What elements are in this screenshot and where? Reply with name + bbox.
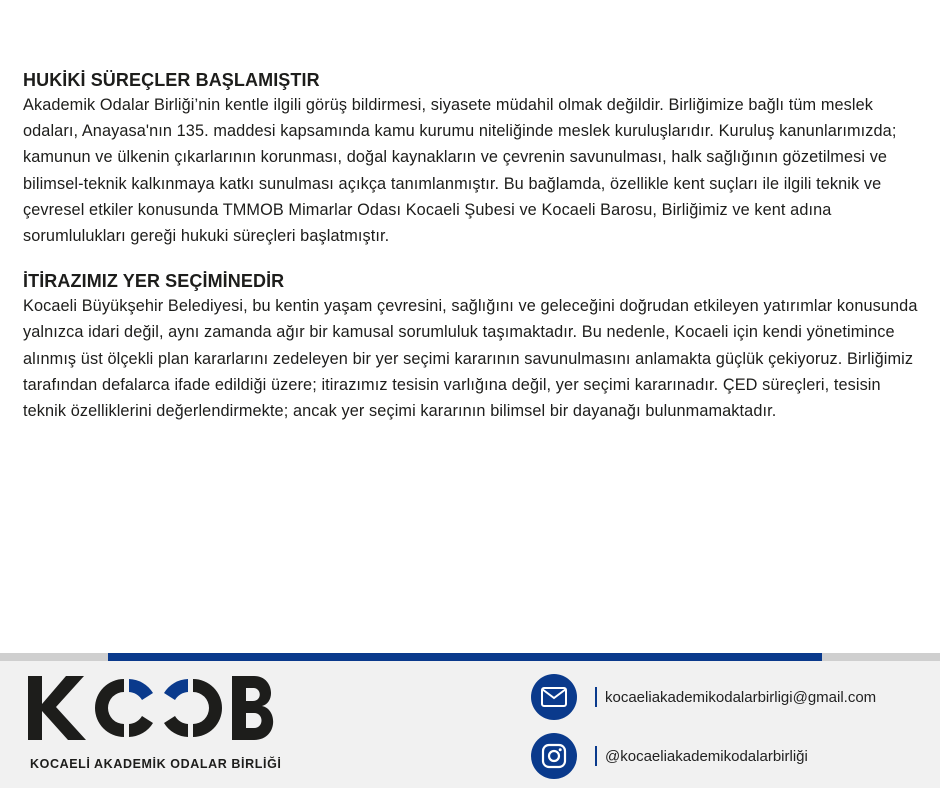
instagram-handle[interactable]: @kocaeliakademikodalarbirliği [605, 747, 808, 765]
email-address[interactable]: kocaeliakademikodalarbirligi@gmail.com [605, 688, 877, 706]
footer [0, 653, 940, 788]
email-contact[interactable] [531, 674, 876, 720]
contact-separator [595, 746, 597, 766]
section-legal-process [23, 68, 918, 249]
contact-separator [595, 687, 597, 707]
instagram-contact[interactable] [531, 733, 808, 779]
org-name: KOCAELİ AKADEMİK ODALAR BİRLİĞİ [30, 757, 282, 771]
section-site-selection [23, 269, 918, 424]
envelope-icon [531, 674, 577, 720]
koob-logo [28, 673, 278, 743]
section-body: Kocaeli Büyükşehir Belediyesi, bu kentin yaşam çevresini, sağlığını ve geleceğini doğrudan etkileyen yatırımlar konusunda yalnızca idari değil, aynı zamanda ağır bir kamusal sorumluluk taşımaktadır. Bu nedenle, Kocaeli için kendi yönetimince alınmış üst ölçekli plan kararlarını zedeleyen bir yer seçimi kararının savunulmasını anlamakta güçlük çekiyoruz. Birliğimiz tarafından defalarca ifade edildiği üzere; itirazımız tesisin varlığına değil, yer seçimi kararınadır. ÇED süreçleri, tesisin teknik özelliklerini değerlendirmekte; ancak yer seçimi kararının bilimsel bir dayanağı bulunmamaktadır. [23, 297, 918, 421]
article-content [23, 68, 918, 444]
instagram-icon [531, 733, 577, 779]
footer-accent-bar [108, 653, 822, 661]
section-heading: İTİRAZIMIZ YER SEÇİMİNEDİR [23, 271, 285, 292]
section-heading: HUKİKİ SÜREÇLER BAŞLAMIŞTIR [23, 70, 320, 90]
section-body: Akademik Odalar Birliği’nin kentle ilgili görüş bildirmesi, siyasete müdahil olmak değildir. Birliğimize bağlı tüm meslek odaları, Anayasa'nın 135. maddesi kapsamında kamu kurumu niteliğinde meslek kuruluşlarıdır. Kuruluş kanunlarımızda; kamunun ve ülkenin çıkarlarının korunması, doğal kaynakların ve çevrenin savunulması, halk sağlığının gözetilmesi ve bilimsel-teknik kalkınmaya katkı sunulması açıkça tanımlanmıştır. Bu bağlamda, özellikle kent suçları ile ilgili teknik ve çevresel etkiler konusunda TMMOB Mimarlar Odası Kocaeli Şubesi ve Kocaeli Barosu, Birliğimiz ve kent adına sorumlulukları gereği hukuki süreçleri başlatmıştır. [23, 96, 897, 246]
